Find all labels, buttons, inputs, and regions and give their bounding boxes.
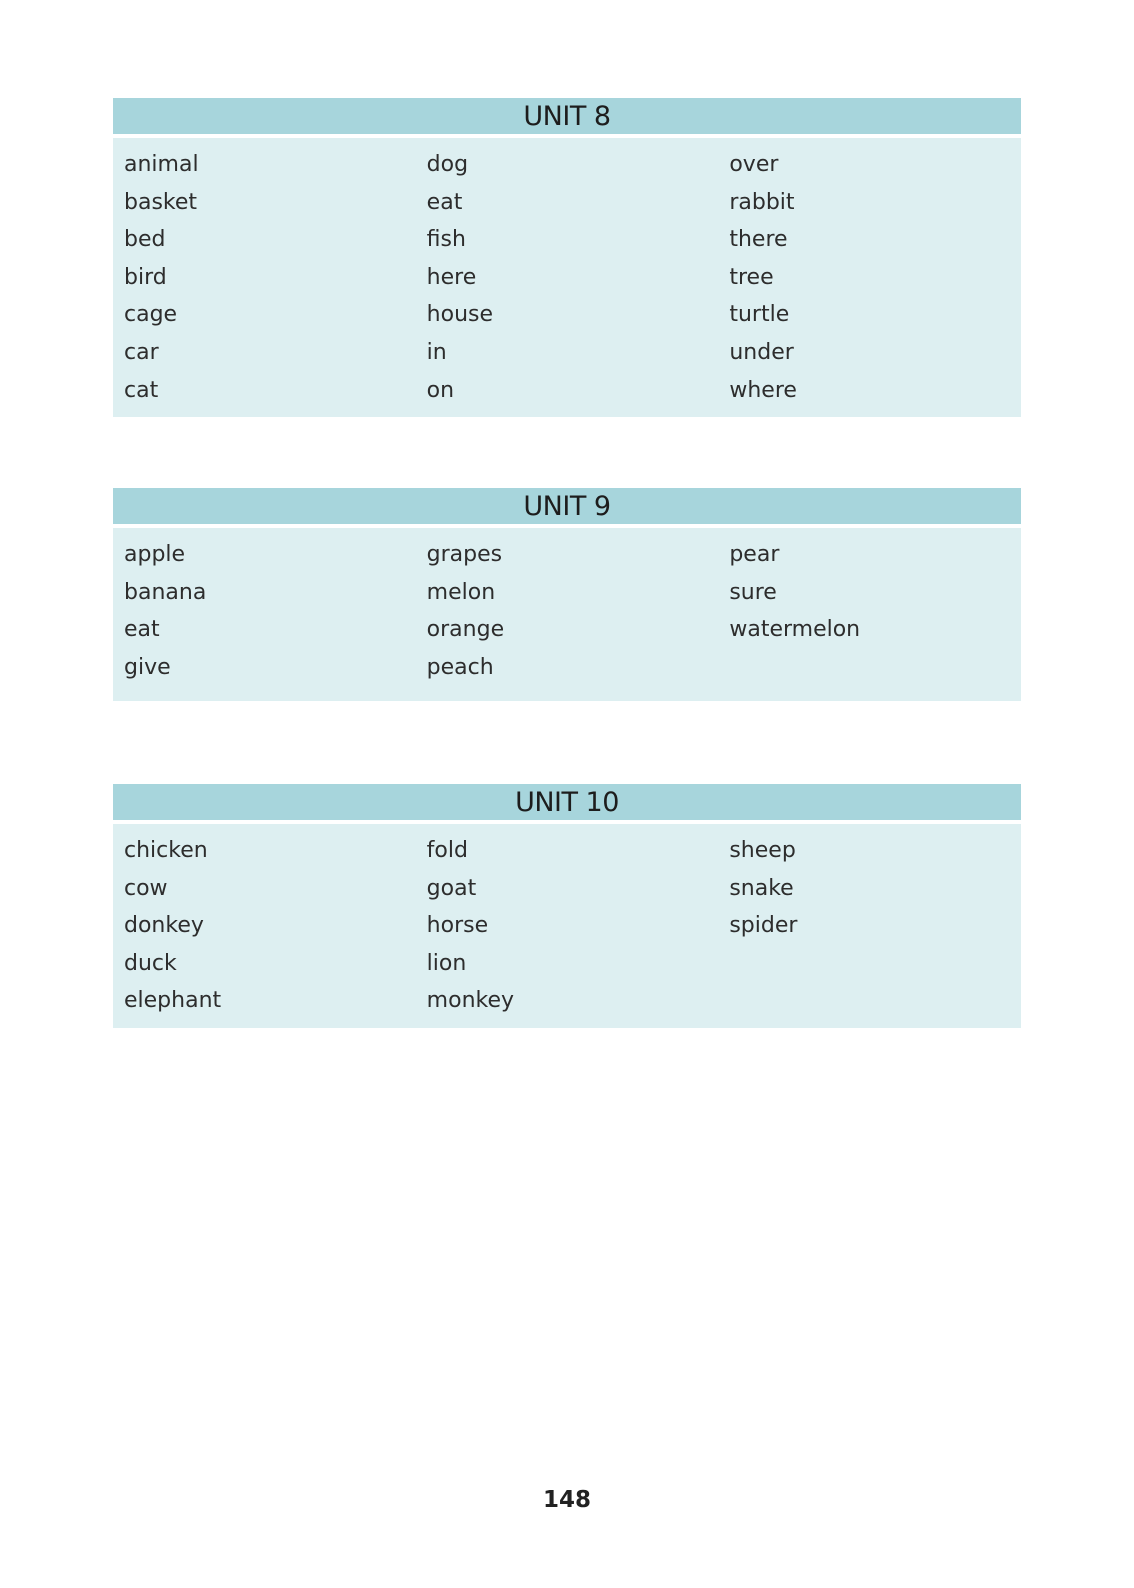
page-number: 148 — [542, 1487, 591, 1513]
word: chicken — [124, 838, 208, 863]
word-column — [113, 536, 416, 689]
word-column — [416, 146, 719, 405]
word: orange — [426, 617, 505, 643]
unit-8-section — [113, 98, 1021, 417]
word: house — [426, 302, 494, 328]
word: on — [426, 377, 455, 403]
word: snake — [729, 875, 794, 901]
unit-title: UNIT 8 — [113, 98, 1021, 134]
word-list — [113, 824, 1021, 1028]
unit-10-section — [113, 784, 1021, 1028]
word-column — [416, 832, 719, 1016]
word: where — [729, 377, 797, 403]
word: fold — [426, 838, 468, 863]
word: pear — [729, 542, 780, 567]
word: melon — [426, 579, 496, 605]
word: bed — [124, 227, 166, 253]
word: rabbit — [729, 189, 795, 215]
word: bird — [124, 264, 167, 290]
word: monkey — [426, 988, 515, 1014]
word-column — [113, 146, 416, 405]
word: cage — [124, 302, 178, 328]
unit-title: UNIT 9 — [113, 488, 1021, 524]
word: lion — [426, 950, 467, 976]
word-column — [718, 146, 1021, 405]
word: there — [729, 227, 788, 253]
word: eat — [124, 617, 160, 643]
word: watermelon — [729, 617, 861, 643]
word-column — [416, 536, 719, 689]
word: spider — [729, 913, 798, 939]
word: under — [729, 339, 794, 365]
word: cat — [124, 377, 159, 403]
word: horse — [426, 913, 489, 939]
word: sure — [729, 579, 777, 605]
word: over — [729, 152, 779, 177]
word: elephant — [124, 988, 222, 1014]
word: eat — [426, 189, 463, 215]
word: goat — [426, 875, 477, 901]
word-column — [113, 832, 416, 1016]
word: duck — [124, 950, 177, 976]
word: basket — [124, 189, 198, 215]
word: cow — [124, 875, 168, 901]
word: in — [426, 339, 447, 365]
word: here — [426, 264, 477, 290]
word: sheep — [729, 838, 796, 863]
word: give — [124, 654, 171, 680]
word: banana — [124, 579, 207, 605]
word: fish — [426, 227, 466, 253]
word-list — [113, 528, 1021, 701]
word: tree — [729, 264, 774, 290]
word: peach — [426, 654, 494, 680]
word: car — [124, 339, 159, 365]
word: donkey — [124, 913, 204, 939]
word-list — [113, 138, 1021, 417]
word-column — [718, 832, 1021, 1016]
word: turtle — [729, 302, 790, 328]
unit-9-section — [113, 488, 1021, 701]
word: grapes — [426, 542, 503, 567]
word-column — [718, 536, 1021, 689]
word: apple — [124, 542, 186, 567]
unit-title: UNIT 10 — [113, 784, 1021, 820]
word: animal — [124, 152, 199, 177]
word: dog — [426, 152, 469, 177]
